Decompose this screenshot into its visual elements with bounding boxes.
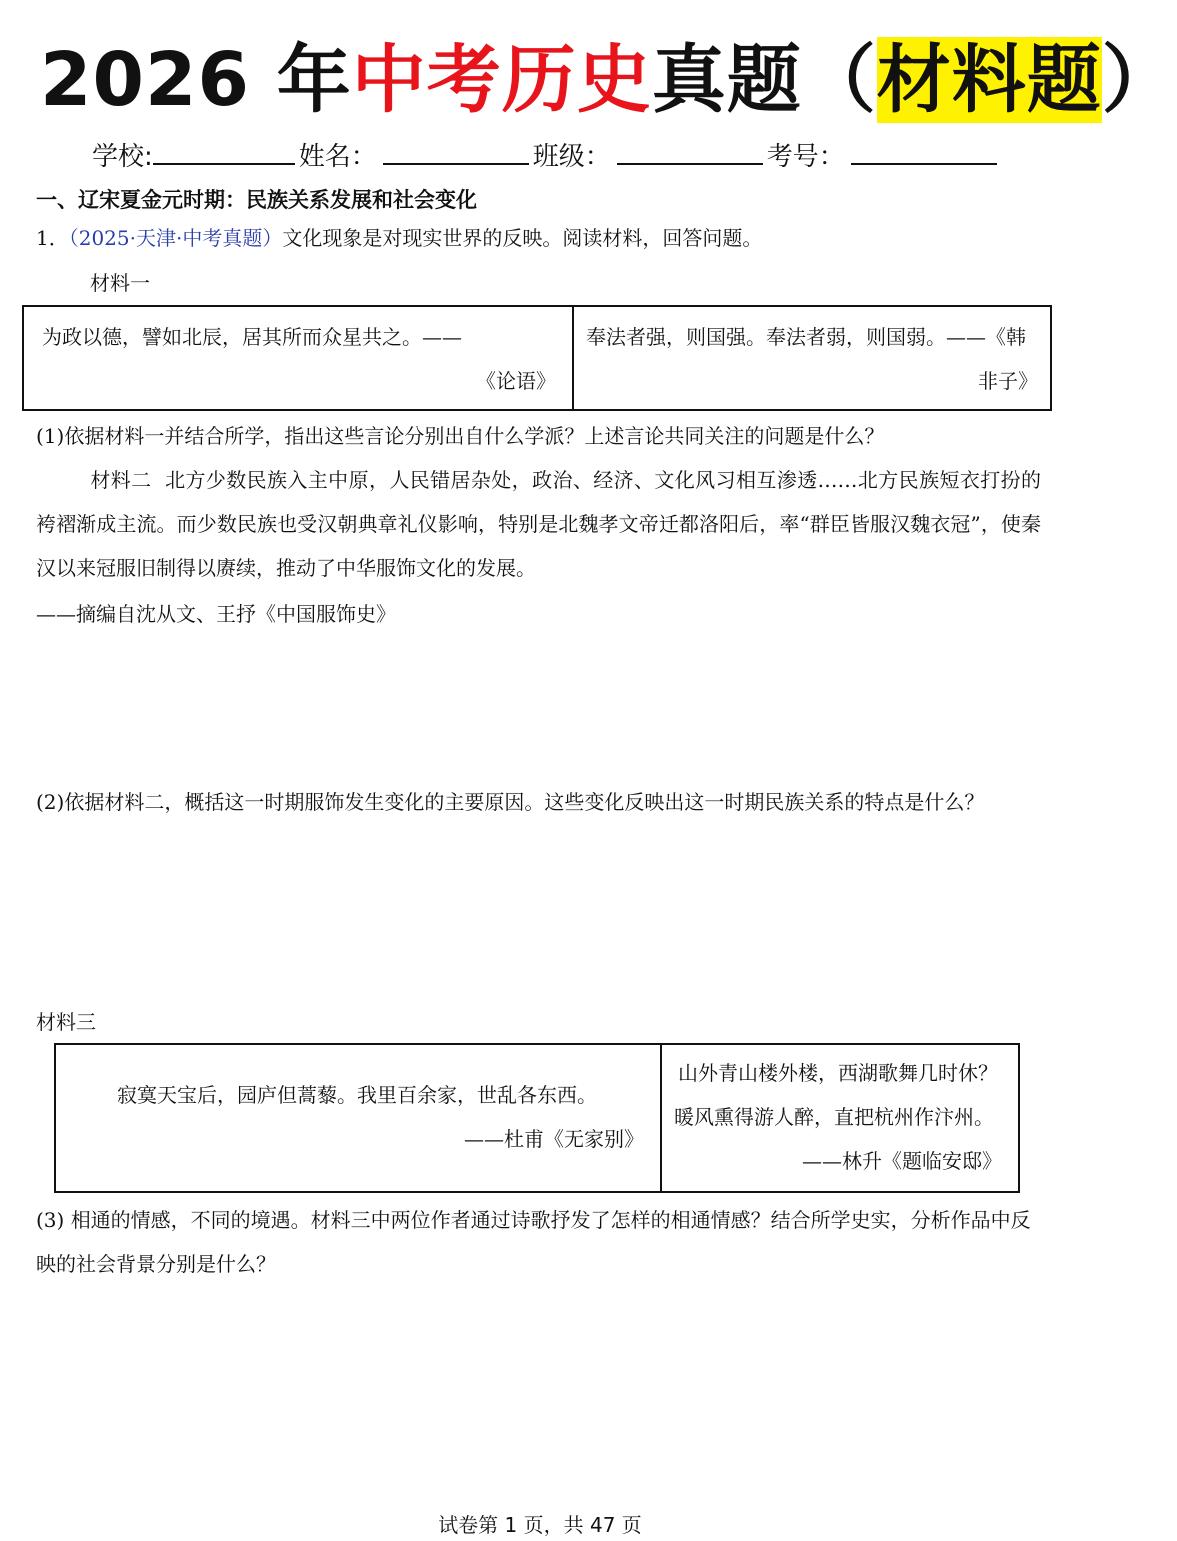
student-info-row (92, 135, 1001, 177)
material3-right-cite: ——林升《题临安邸》 (802, 1149, 1002, 1173)
material2-cite: ——摘编自沈从文、王抒《中国服饰史》 (36, 602, 396, 626)
name-label: 姓名： (298, 142, 377, 172)
material2-text: 北方少数民族入主中原，人民错居杂处，政治、经济、文化风习相互渗透……北方民族短衣打扮的袴褶渐成主流。而少数民族也受汉朝典章礼仪影响，特别是北魏孝文帝迁都洛阳后，率“群臣皆服汉魏衣冠”，使秦汉以来冠服旧制得以赓续，推动了中华服饰文化的发展。 (36, 468, 1042, 580)
sub-question-3: (3) 相通的情感，不同的境遇。材料三中两位作者通过诗歌抒发了怎样的相通情感？结合所学史实，分析作品中反映的社会背景分别是什么？ (36, 1208, 1031, 1276)
school-blank[interactable] (153, 135, 295, 165)
class-blank[interactable] (617, 135, 763, 165)
material3-left-cell (55, 1044, 661, 1192)
exam-no-label: 考号： (766, 142, 845, 172)
material3-left-poem: 寂寞天宝后，园庐但蒿藜。我里百余家，世乱各东西。 (117, 1083, 597, 1107)
material1-right-cite: 非子》 (978, 369, 1038, 393)
sub-question-2: (2)依据材料二，概括这一时期服饰发生变化的主要原因。这些变化反映出这一时期民族关系的特点是什么？ (36, 790, 985, 814)
material3-right-line1: 山外青山楼外楼，西湖歌舞几时休？ (678, 1061, 998, 1085)
exam-no-blank[interactable] (851, 135, 997, 165)
material1-right-quote: 奉法者强，则国强。奉法者弱，则国弱。——《韩 (586, 325, 1026, 349)
page-title (40, 30, 1177, 130)
material1-left-cell (23, 306, 573, 410)
sub-question-1: (1)依据材料一并结合所学，指出这些言论分别出自什么学派？上述言论共同关注的问题是什么？ (36, 424, 885, 448)
title-red-text: 中考历史 (351, 37, 652, 123)
material3-table (54, 1043, 1020, 1193)
title-highlight-text: 材料题 (876, 37, 1102, 123)
page-footer: 试卷第 1 页，共 47 页 (438, 1513, 642, 1537)
name-blank[interactable] (383, 135, 529, 165)
question-stem (36, 222, 1046, 254)
material1-right-cell (573, 306, 1051, 410)
material1-label: 材料一 (90, 271, 150, 295)
section-title: 一、辽宋夏金元时期：民族关系发展和社会变化 (36, 188, 477, 212)
material3-left-cite: ——杜甫《无家别》 (464, 1127, 644, 1151)
class-label: 班级： (532, 142, 611, 172)
material1-left-cite: 《论语》 (476, 369, 556, 393)
material3-right-cell (661, 1044, 1019, 1192)
question-text: 文化现象是对现实世界的反映。阅读材料，回答问题。 (282, 226, 763, 250)
title-close-paren: ） (1101, 37, 1177, 123)
school-label: 学校: (92, 142, 153, 172)
question-number: 1． (36, 226, 69, 250)
material1-table (22, 305, 1052, 411)
material3-label: 材料三 (36, 1010, 96, 1034)
material3-right-line2: 暖风熏得游人醉，直把杭州作汴州。 (674, 1105, 994, 1129)
material2-paragraph (36, 458, 1041, 590)
material2-label: 材料二 (90, 468, 152, 492)
question-source: （2025·天津·中考真题） (68, 226, 283, 250)
title-year: 2026 年 (40, 37, 352, 123)
material1-left-quote: 为政以德，譬如北辰，居其所而众星共之。—— (42, 325, 462, 349)
title-black-text: 真题（ (651, 37, 877, 123)
